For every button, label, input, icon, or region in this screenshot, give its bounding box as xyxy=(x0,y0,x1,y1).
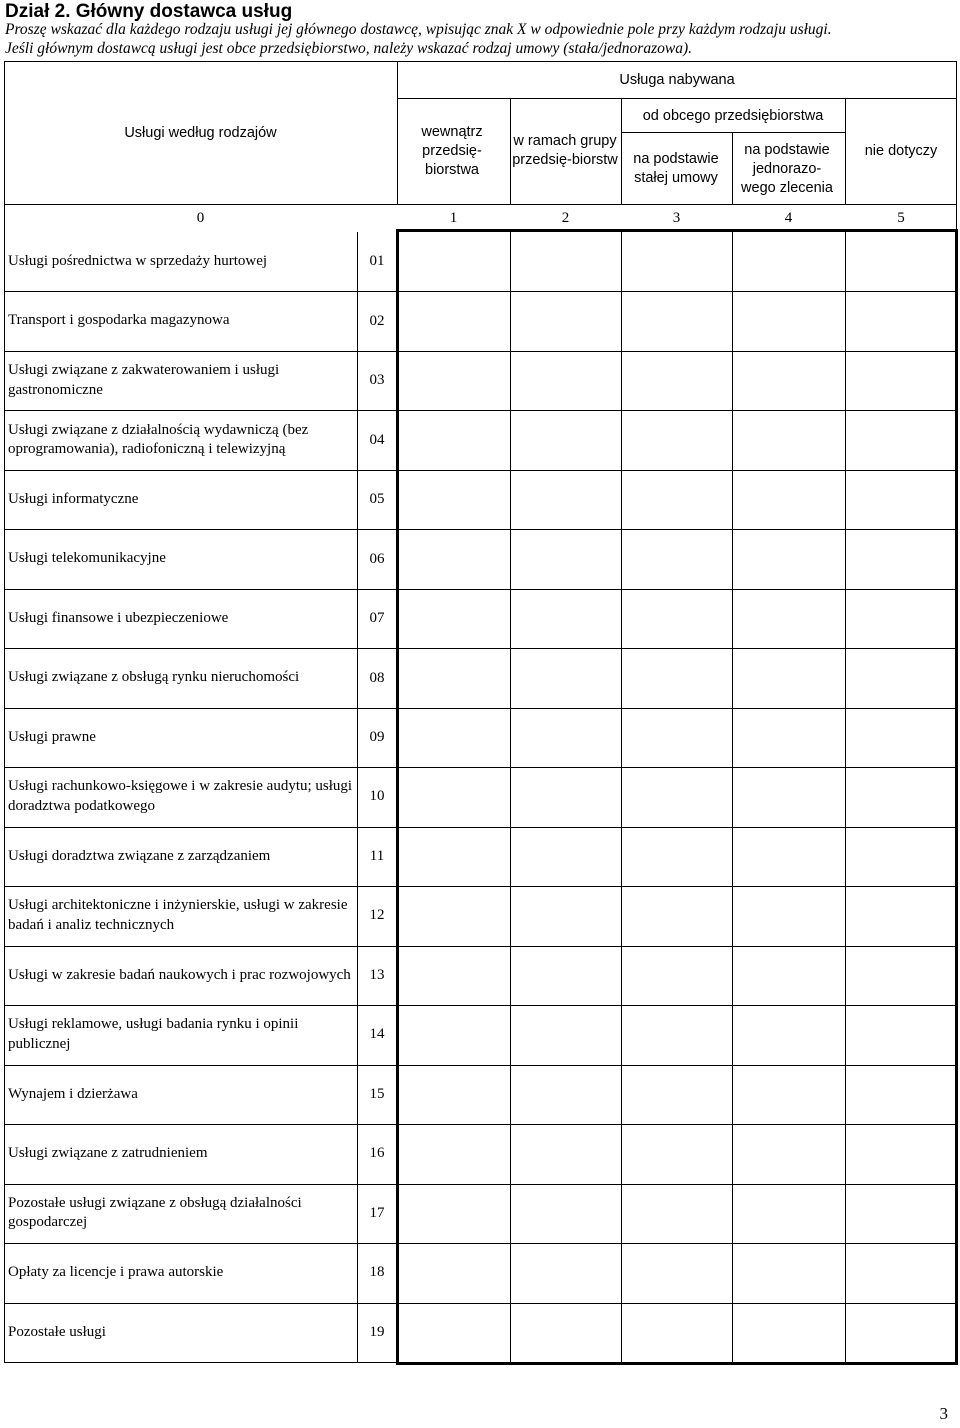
answer-cell-col-3[interactable] xyxy=(621,1303,732,1362)
row-label: Usługi architektoniczne i inżynierskie, usługi w zakresie badań i analiz technicznych xyxy=(8,897,348,933)
answer-cell-col-1[interactable] xyxy=(397,1065,510,1124)
answer-cell-col-1[interactable] xyxy=(397,886,510,945)
header-from-external: od obcego przedsiębiorstwa xyxy=(642,107,824,124)
answer-cell-col-3[interactable] xyxy=(621,827,732,886)
answer-cell-col-5[interactable] xyxy=(845,886,957,945)
answer-cell-col-5[interactable] xyxy=(845,827,957,886)
answer-cell-col-2[interactable] xyxy=(510,529,621,588)
answer-cell-col-4[interactable] xyxy=(732,232,845,291)
row-code: 15 xyxy=(369,1085,385,1102)
row-code: 14 xyxy=(369,1026,385,1043)
row-code: 08 xyxy=(369,669,385,686)
answer-cell-col-4[interactable] xyxy=(732,767,845,826)
answer-cell-col-5[interactable] xyxy=(845,291,957,350)
row-label: Usługi związane z zakwaterowaniem i usługi gastronomiczne xyxy=(8,362,280,398)
row-code: 07 xyxy=(369,610,385,627)
answer-cell-col-5[interactable] xyxy=(845,351,957,410)
answer-cell-col-3[interactable] xyxy=(621,648,732,707)
answer-cell-col-4[interactable] xyxy=(732,470,845,529)
answer-cell-col-1[interactable] xyxy=(397,708,510,767)
answer-cell-col-3[interactable] xyxy=(621,410,732,469)
answer-cell-col-4[interactable] xyxy=(732,589,845,648)
row-code: 17 xyxy=(369,1204,385,1221)
answer-cell-col-4[interactable] xyxy=(732,1184,845,1243)
row-label: Usługi prawne xyxy=(8,728,96,745)
column-number-2: 2 xyxy=(561,210,570,226)
answer-cell-col-3[interactable] xyxy=(621,529,732,588)
row-label: Usługi informatyczne xyxy=(8,490,139,507)
answer-cell-col-3[interactable] xyxy=(621,946,732,1005)
row-code: 03 xyxy=(369,372,385,389)
answer-cell-col-4[interactable] xyxy=(732,410,845,469)
answer-cell-col-1[interactable] xyxy=(397,1184,510,1243)
answer-cell-col-1[interactable] xyxy=(397,1124,510,1183)
answer-cell-col-3[interactable] xyxy=(621,1243,732,1302)
answer-cell-col-3[interactable] xyxy=(621,351,732,410)
answer-cell-col-5[interactable] xyxy=(845,1005,957,1064)
header-services-by-type: Usługi według rodzajów xyxy=(124,124,277,141)
column-number-3: 3 xyxy=(672,210,681,226)
row-code: 06 xyxy=(369,550,385,567)
answer-cell-col-4[interactable] xyxy=(732,1065,845,1124)
answer-cell-col-3[interactable] xyxy=(621,589,732,648)
answer-cell-col-1[interactable] xyxy=(397,767,510,826)
column-number-1: 1 xyxy=(449,210,458,226)
row-label: Usługi związane z działalnością wydawniczą (bez oprogramowania), radiofoniczną i telewizyjną xyxy=(8,421,309,458)
answer-cell-col-3[interactable] xyxy=(621,291,732,350)
header-one-time-order: na podstawie jednorazo-wego zlecenia xyxy=(741,141,833,196)
answer-cell-col-2[interactable] xyxy=(510,827,621,886)
answer-cell-col-4[interactable] xyxy=(732,291,845,350)
answer-cell-col-1[interactable] xyxy=(397,529,510,588)
answer-cell-col-1[interactable] xyxy=(397,946,510,1005)
column-number-0: 0 xyxy=(196,210,205,226)
answer-cell-col-5[interactable] xyxy=(845,232,957,291)
answer-cell-col-4[interactable] xyxy=(732,648,845,707)
row-code: 04 xyxy=(369,431,385,448)
answer-cell-col-3[interactable] xyxy=(621,708,732,767)
instruction-line-2: Jeśli głównym dostawcą usługi jest obce przedsiębiorstwo, należy wskazać rodzaj umowy (stała/jednorazowa). xyxy=(5,40,692,57)
answer-cell-col-4[interactable] xyxy=(732,1124,845,1183)
answer-cell-col-2[interactable] xyxy=(510,1065,621,1124)
answer-cell-col-3[interactable] xyxy=(621,470,732,529)
answer-cell-col-4[interactable] xyxy=(732,1303,845,1362)
row-label: Usługi reklamowe, usługi badania rynku i opinii publicznej xyxy=(8,1016,299,1052)
answer-cell-col-1[interactable] xyxy=(397,470,510,529)
answer-cell-col-3[interactable] xyxy=(621,1124,732,1183)
answer-cell-col-1[interactable] xyxy=(397,351,510,410)
answer-cell-col-3[interactable] xyxy=(621,886,732,945)
answer-cell-col-2[interactable] xyxy=(510,1005,621,1064)
row-label: Usługi pośrednictwa w sprzedaży hurtowej xyxy=(8,252,268,269)
answer-cell-col-2[interactable] xyxy=(510,1184,621,1243)
answer-cell-col-2[interactable] xyxy=(510,410,621,469)
answer-cell-col-4[interactable] xyxy=(732,1243,845,1302)
answer-cell-col-2[interactable] xyxy=(510,648,621,707)
answer-cell-col-1[interactable] xyxy=(397,410,510,469)
answer-cell-col-5[interactable] xyxy=(845,529,957,588)
answer-cell-col-3[interactable] xyxy=(621,767,732,826)
row-code: 05 xyxy=(369,491,385,508)
answer-cell-col-2[interactable] xyxy=(510,351,621,410)
row-code: 16 xyxy=(369,1145,385,1162)
answer-cell-col-2[interactable] xyxy=(510,1303,621,1362)
answer-cell-col-5[interactable] xyxy=(845,946,957,1005)
answer-cell-col-5[interactable] xyxy=(845,1065,957,1124)
answer-cell-col-4[interactable] xyxy=(732,351,845,410)
answer-cell-col-3[interactable] xyxy=(621,1184,732,1243)
answer-cell-col-2[interactable] xyxy=(510,946,621,1005)
answer-cell-col-4[interactable] xyxy=(732,529,845,588)
answer-cell-col-5[interactable] xyxy=(845,1243,957,1302)
column-number-5: 5 xyxy=(897,210,905,226)
row-label: Usługi finansowe i ubezpieczeniowe xyxy=(8,609,229,626)
row-label: Usługi w zakresie badań naukowych i prac rozwojowych xyxy=(8,966,351,983)
answer-cell-col-1[interactable] xyxy=(397,1005,510,1064)
answer-cell-col-5[interactable] xyxy=(845,1303,957,1362)
answer-cell-col-5[interactable] xyxy=(845,1184,957,1243)
answer-cell-col-4[interactable] xyxy=(732,827,845,886)
answer-cell-col-2[interactable] xyxy=(510,470,621,529)
answer-cell-col-2[interactable] xyxy=(510,886,621,945)
row-code: 18 xyxy=(369,1264,385,1281)
header-not-applicable: nie dotyczy xyxy=(864,142,938,159)
answer-cell-col-5[interactable] xyxy=(845,410,957,469)
row-label: Usługi związane z obsługą rynku nieruchomości xyxy=(8,669,300,686)
answer-cell-col-3[interactable] xyxy=(621,232,732,291)
row-label: Opłaty za licencje i prawa autorskie xyxy=(8,1264,224,1281)
row-label: Usługi rachunkowo-księgowe i w zakresie audytu; usługi doradztwa podatkowego xyxy=(8,778,353,814)
answer-cell-col-1[interactable] xyxy=(397,648,510,707)
answer-cell-col-5[interactable] xyxy=(845,1124,957,1183)
row-code: 11 xyxy=(369,847,385,864)
row-code: 19 xyxy=(369,1323,385,1340)
header-permanent-contract: na podstawie stałej umowy xyxy=(633,151,719,186)
answer-cell-col-2[interactable] xyxy=(510,767,621,826)
column-number-4: 4 xyxy=(784,210,793,226)
row-label: Transport i gospodarka magazynowa xyxy=(8,312,230,329)
answer-cell-col-4[interactable] xyxy=(732,1005,845,1064)
row-code: 01 xyxy=(369,253,385,270)
row-label: Usługi doradztwa związane z zarządzaniem xyxy=(8,847,271,864)
answer-cell-col-5[interactable] xyxy=(845,470,957,529)
row-code: 12 xyxy=(369,907,385,924)
answer-cell-col-5[interactable] xyxy=(845,648,957,707)
answer-cell-col-1[interactable] xyxy=(397,1303,510,1362)
answer-cell-col-5[interactable] xyxy=(845,767,957,826)
header-internal: wewnątrz przedsię-biorstwa xyxy=(421,123,483,178)
instruction-line-1: Proszę wskazać dla każdego rodzaju usługi jej głównego dostawcę, wpisując znak X w odpowiednie pole przy każdym rodzaju usługi. xyxy=(5,21,832,38)
answer-cell-col-2[interactable] xyxy=(510,232,621,291)
answer-cell-col-1[interactable] xyxy=(397,1243,510,1302)
answer-cell-col-1[interactable] xyxy=(397,291,510,350)
row-code: 10 xyxy=(369,788,385,805)
page-number: 3 xyxy=(939,1404,948,1423)
row-label: Pozostałe usługi związane z obsługą działalności gospodarczej xyxy=(8,1194,302,1231)
header-within-group: w ramach grupy przedsię-biorstw xyxy=(512,133,618,168)
row-label: Pozostałe usługi xyxy=(8,1323,106,1340)
row-label: Usługi telekomunikacyjne xyxy=(8,550,166,567)
answer-cell-col-5[interactable] xyxy=(845,589,957,648)
header-service-acquired: Usługa nabywana xyxy=(619,71,735,88)
answer-cell-col-4[interactable] xyxy=(732,708,845,767)
answer-cell-col-1[interactable] xyxy=(397,232,510,291)
answer-cell-col-2[interactable] xyxy=(510,589,621,648)
answer-cell-col-1[interactable] xyxy=(397,589,510,648)
answer-cell-col-2[interactable] xyxy=(510,708,621,767)
row-code: 13 xyxy=(369,966,385,983)
answer-cell-col-5[interactable] xyxy=(845,708,957,767)
row-code: 02 xyxy=(369,312,385,329)
answer-cell-col-3[interactable] xyxy=(621,1005,732,1064)
answer-cell-col-4[interactable] xyxy=(732,886,845,945)
row-label: Wynajem i dzierżawa xyxy=(8,1085,138,1102)
answer-cell-col-2[interactable] xyxy=(510,1243,621,1302)
answer-cell-col-4[interactable] xyxy=(732,946,845,1005)
row-code: 09 xyxy=(369,729,385,746)
answer-cell-col-2[interactable] xyxy=(510,291,621,350)
section-title: Dział 2. Główny dostawca usług xyxy=(5,1,293,22)
answer-cell-col-1[interactable] xyxy=(397,827,510,886)
answer-cell-col-3[interactable] xyxy=(621,1065,732,1124)
answer-cell-col-2[interactable] xyxy=(510,1124,621,1183)
row-label: Usługi związane z zatrudnieniem xyxy=(8,1145,208,1162)
